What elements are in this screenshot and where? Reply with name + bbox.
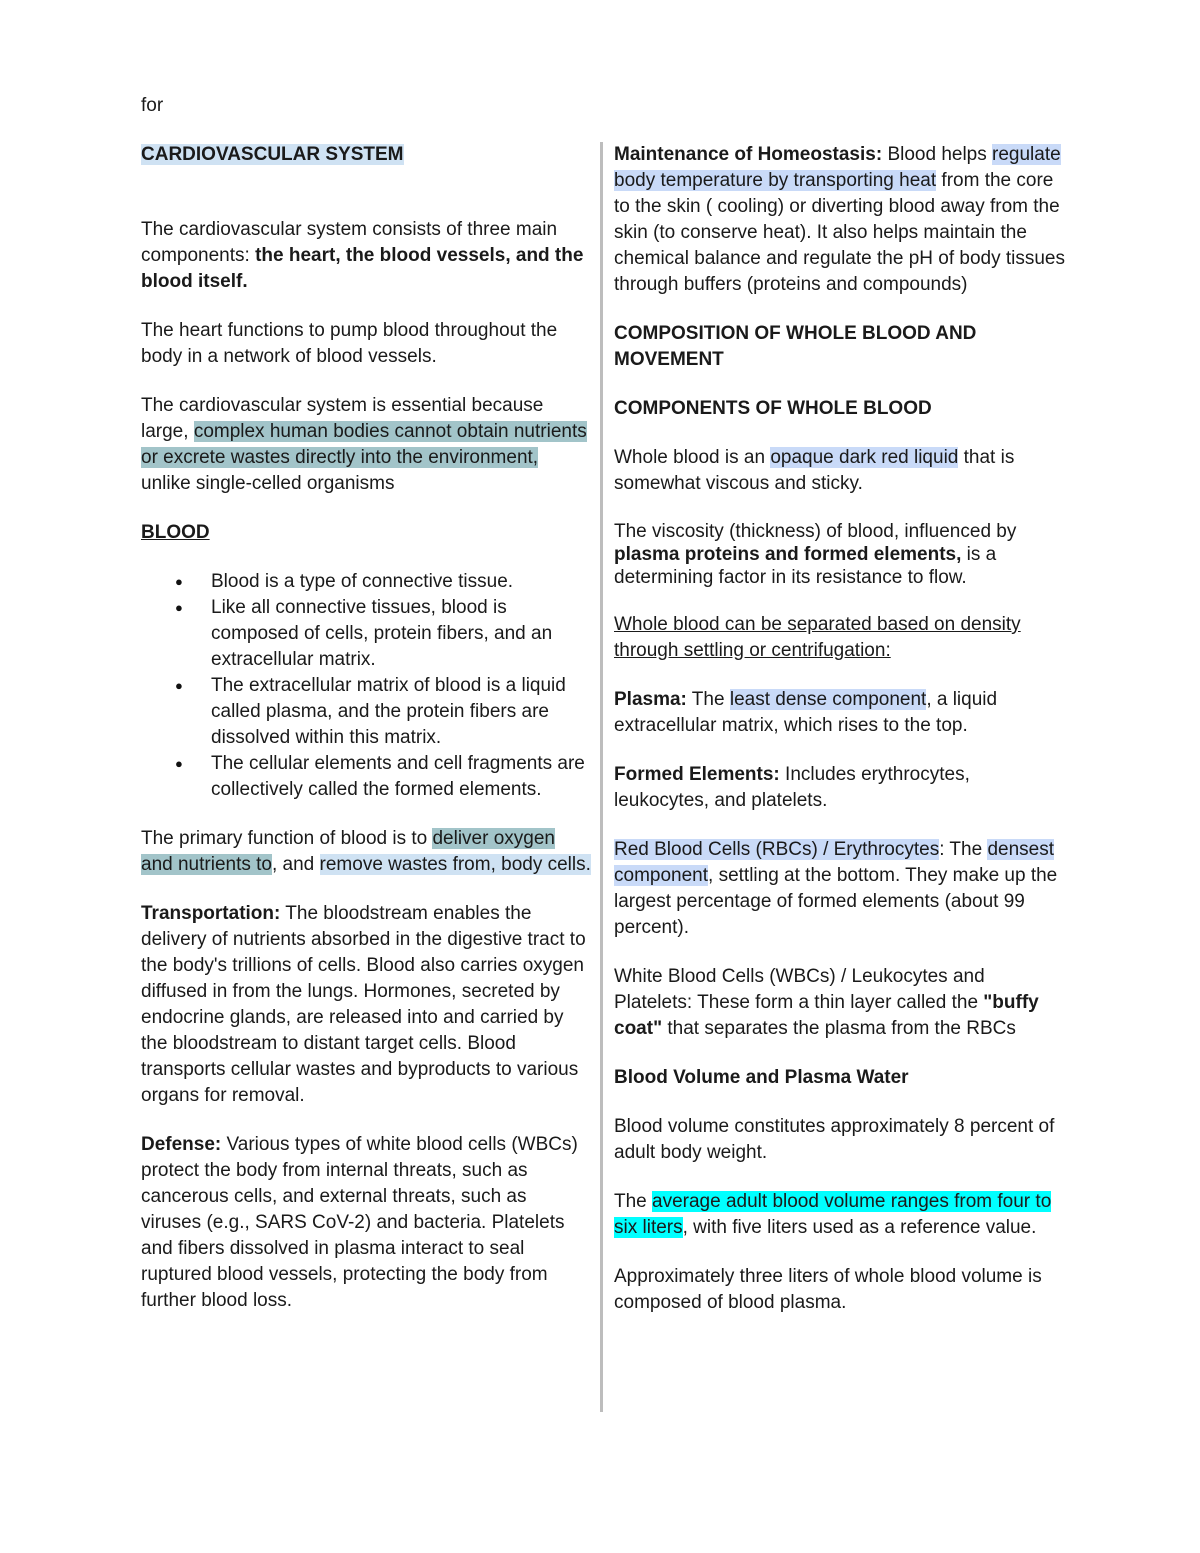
transportation-paragraph	[141, 901, 591, 1109]
heart-paragraph: The heart functions to pump blood throughout the body in a network of blood vessels.	[141, 320, 558, 367]
homeostasis-highlight: regulate body temperature by transporting heat	[614, 144, 1061, 191]
whole-blood-paragraph	[614, 445, 1066, 497]
homeostasis-text-end: from the core to the skin ( cooling) or diverting blood away from the skin (to conserve heat). It also helps maintain the chemical balance and regulate the pH of body tissues through buffers (proteins and compounds)	[614, 170, 1065, 295]
function-highlight-deliver: deliver oxygen and nutrients to	[141, 828, 556, 875]
viscosity-text-end: is a determining factor in its resistance to flow.	[614, 544, 997, 588]
function-text-mid: , and	[271, 854, 320, 875]
right-column	[614, 142, 1066, 1339]
blood-volume-heading	[614, 1065, 1066, 1091]
defense-label: Defense:	[141, 1134, 222, 1155]
wbc-text: White Blood Cells (WBCs) / Leukocytes and Platelets: These form a thin layer called the	[614, 966, 985, 1013]
components-heading-text: COMPONENTS OF WHOLE BLOOD	[614, 398, 932, 419]
blood-volume-heading-text: Blood Volume and Plasma Water	[614, 1067, 909, 1088]
function-highlight-remove: remove wastes from, body cells.	[319, 854, 591, 875]
homeostasis-text: Blood helps	[882, 144, 993, 165]
rbc-highlight: Red Blood Cells (RBCs) / Erythrocytes	[614, 839, 940, 860]
function-paragraph	[141, 826, 591, 878]
wbc-bold: "buffy coat"	[614, 992, 1039, 1039]
rbc-text-end: , settling at the bottom. They make up the largest percentage of formed elements (about 99 percent).	[614, 865, 1058, 938]
homeostasis-label: Maintenance of Homeostasis:	[614, 144, 883, 165]
blood-heading	[141, 520, 591, 546]
blood-volume-paragraph: Blood volume constitutes approximately 8 percent of adult body weight.	[614, 1116, 1055, 1163]
function-text: The primary function of blood is to	[141, 828, 433, 849]
composition-heading-text: COMPOSITION OF WHOLE BLOOD AND MOVEMENT	[614, 323, 977, 370]
essential-text-end: unlike single-celled organisms	[141, 473, 395, 494]
separation-text: Whole blood can be separated based on density through settling or centrifugation:	[614, 614, 1021, 661]
list-item: ● The extracellular matrix of blood is a liquid called plasma, and the protein fibers are dissolved within this matrix.	[211, 673, 591, 751]
page-title-text: CARDIOVASCULAR SYSTEM	[141, 144, 404, 165]
whole-blood-text-end: that is somewhat viscous and sticky.	[614, 447, 1015, 494]
viscosity-bold: plasma proteins and formed elements,	[614, 544, 962, 565]
page-title	[141, 142, 591, 168]
essential-text: The cardiovascular system is essential because large,	[141, 395, 544, 442]
rbc-highlight-densest: densest component	[614, 839, 1054, 886]
intro-paragraph	[141, 217, 591, 295]
formed-elements-label: Formed Elements:	[614, 764, 780, 785]
list-item: ● Blood is a type of connective tissue.	[211, 569, 591, 595]
average-volume-text-end: , with five liters used as a reference value.	[682, 1217, 1037, 1238]
formed-elements-text: Includes erythrocytes, leukocytes, and platelets.	[614, 764, 970, 811]
wbc-paragraph	[614, 964, 1066, 1042]
average-volume-paragraph	[614, 1189, 1066, 1241]
plasma-volume-paragraph: Approximately three liters of whole blood volume is composed of blood plasma.	[614, 1266, 1042, 1313]
header-text: for	[141, 95, 164, 116]
list-item: ● Like all connective tissues, blood is composed of cells, protein fibers, and an extracellular matrix.	[211, 595, 591, 673]
separation-paragraph	[614, 612, 1066, 664]
rbc-paragraph	[614, 837, 1066, 941]
essential-highlight: complex human bodies cannot obtain nutrients or excrete wastes directly into the environment,	[141, 421, 587, 468]
composition-heading	[614, 321, 1066, 373]
whole-blood-highlight: opaque dark red liquid	[770, 447, 959, 468]
wbc-text-end: that separates the plasma from the RBCs	[662, 1018, 1016, 1039]
left-column	[141, 142, 591, 1337]
homeostasis-paragraph	[614, 142, 1066, 298]
transportation-label: Transportation:	[141, 903, 281, 924]
defense-text: Various types of white blood cells (WBCs) protect the body from internal threats, such as cancerous cells, and external threats, such as viruses (e.g., SARS CoV-2) and bacteria. Platelets and fibers dissolved in plasma interact to seal ruptured blood vessels, protecting the body from further blood loss.	[141, 1134, 578, 1311]
defense-paragraph	[141, 1132, 591, 1314]
transportation-text: The bloodstream enables the delivery of nutrients absorbed in the digestive tract to the body's trillions of cells. Blood also carries oxygen diffused in from the lungs. Hormones, secreted by endocrine glands, are released into and carried by the bloodstream to distant target cells. Blood transports cellular wastes and byproducts to various organs for removal.	[141, 903, 586, 1106]
blood-heading-text: BLOOD	[141, 522, 210, 543]
intro-text: The cardiovascular system consists of three main components:	[141, 219, 558, 266]
essential-paragraph	[141, 393, 591, 497]
rbc-text: : The	[939, 839, 988, 860]
plasma-label: Plasma:	[614, 689, 687, 710]
viscosity-paragraph	[614, 520, 1066, 589]
column-divider	[600, 142, 603, 1412]
list-item: ● The cellular elements and cell fragments are collectively called the formed elements.	[211, 751, 591, 803]
components-heading	[614, 396, 1066, 422]
plasma-highlight: least dense component	[729, 689, 927, 710]
blood-bullet-list	[141, 569, 591, 803]
plasma-text: The	[686, 689, 730, 710]
plasma-text-end: , a liquid extracellular matrix, which rises to the top.	[614, 689, 998, 736]
average-volume-text: The	[614, 1191, 653, 1212]
plasma-paragraph	[614, 687, 1066, 739]
viscosity-text: The viscosity (thickness) of blood, influenced by	[614, 521, 1017, 542]
whole-blood-text: Whole blood is an	[614, 447, 771, 468]
intro-bold: the heart, the blood vessels, and the blood itself.	[141, 245, 584, 292]
average-volume-highlight: average adult blood volume ranges from four to six liters	[614, 1191, 1052, 1238]
formed-elements-paragraph	[614, 762, 1066, 814]
